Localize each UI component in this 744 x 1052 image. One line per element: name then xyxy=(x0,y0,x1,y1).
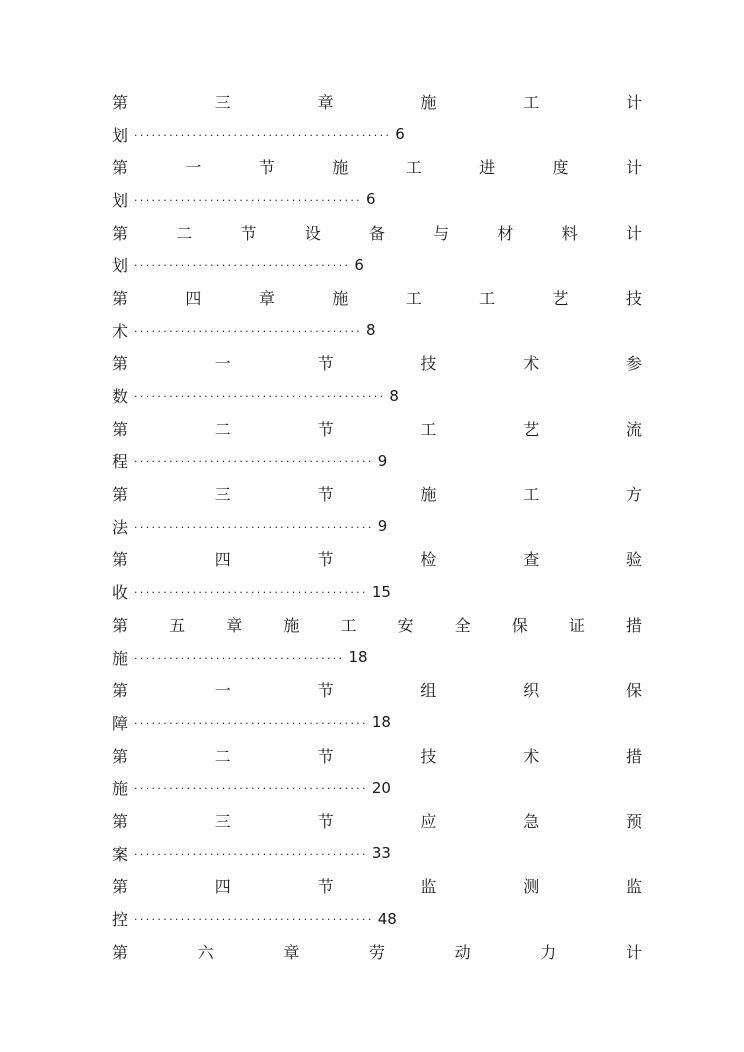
toc-heading-char: 三 xyxy=(214,92,231,112)
page-number: 18 xyxy=(348,648,368,667)
toc-heading-line xyxy=(112,935,642,968)
toc-heading-char: 工 xyxy=(405,288,422,308)
toc-tail-char: 术 xyxy=(112,321,129,341)
toc-heading-char: 监 xyxy=(625,877,642,897)
dot-leader: ···································· xyxy=(134,651,345,665)
toc-heading-char: 安 xyxy=(397,615,414,635)
toc-heading-char: 动 xyxy=(454,942,471,962)
toc-heading-char: 流 xyxy=(625,419,642,439)
toc-heading-char: 施 xyxy=(332,158,349,178)
toc-heading-char: 章 xyxy=(258,288,275,308)
toc-heading-char: 证 xyxy=(568,615,585,635)
toc-heading-char: 节 xyxy=(317,485,334,505)
toc-heading-char: 技 xyxy=(420,746,437,766)
toc-heading-char: 工 xyxy=(405,158,422,178)
toc-entry-tail[interactable] xyxy=(112,314,642,347)
toc-entry-tail[interactable] xyxy=(112,771,642,804)
toc-heading-char: 计 xyxy=(625,158,642,178)
toc-entry-tail[interactable] xyxy=(112,379,642,412)
toc-heading-char: 六 xyxy=(197,942,214,962)
toc-heading-char: 一 xyxy=(214,681,231,701)
toc-heading-line xyxy=(112,804,642,837)
toc-heading-char: 第 xyxy=(112,681,129,701)
toc-tail-char: 施 xyxy=(112,648,129,668)
toc-heading-char: 计 xyxy=(625,92,642,112)
toc-tail-char: 数 xyxy=(112,387,129,407)
toc-heading-char: 三 xyxy=(214,485,231,505)
toc-heading-char: 五 xyxy=(169,615,186,635)
toc-heading-char: 一 xyxy=(214,354,231,374)
toc-heading-char: 保 xyxy=(625,681,642,701)
page-number: 9 xyxy=(377,517,388,536)
toc-heading-line xyxy=(112,739,642,772)
toc-heading-char: 二 xyxy=(214,746,231,766)
toc-heading-char: 节 xyxy=(317,681,334,701)
toc-heading-char: 第 xyxy=(112,746,129,766)
toc-heading-char: 节 xyxy=(317,877,334,897)
toc-heading-line xyxy=(112,477,642,510)
toc-heading-char: 验 xyxy=(625,550,642,570)
toc-heading-char: 第 xyxy=(112,419,129,439)
page-number: 9 xyxy=(377,451,388,470)
table-of-contents xyxy=(112,85,642,968)
toc-entry-tail[interactable] xyxy=(112,118,642,151)
toc-tail-char: 法 xyxy=(112,517,129,537)
toc-heading-char: 力 xyxy=(540,942,557,962)
dot-leader: ········································ xyxy=(134,716,368,730)
toc-heading-char: 节 xyxy=(317,550,334,570)
page-number: 20 xyxy=(371,778,391,797)
page-number: 8 xyxy=(366,321,376,340)
toc-heading-char: 第 xyxy=(112,485,129,505)
toc-heading-char: 第 xyxy=(112,288,129,308)
toc-entry-tail[interactable] xyxy=(112,445,642,478)
toc-heading-char: 节 xyxy=(317,419,334,439)
toc-heading-char: 工 xyxy=(523,485,540,505)
toc-entry-tail[interactable] xyxy=(112,837,642,870)
toc-heading-char: 施 xyxy=(332,288,349,308)
toc-heading-char: 第 xyxy=(112,550,129,570)
toc-heading-char: 术 xyxy=(523,354,540,374)
toc-heading-char: 第 xyxy=(112,811,129,831)
toc-heading-char: 第 xyxy=(112,92,129,112)
toc-heading-char: 进 xyxy=(479,158,496,178)
toc-heading-char: 第 xyxy=(112,877,129,897)
toc-heading-char: 第 xyxy=(112,354,129,374)
toc-heading-char: 技 xyxy=(625,288,642,308)
toc-heading-char: 参 xyxy=(625,354,642,374)
toc-heading-char: 设 xyxy=(304,223,321,243)
toc-heading-char: 术 xyxy=(523,746,540,766)
dot-leader: ······································· xyxy=(134,324,363,338)
toc-heading-char: 节 xyxy=(240,223,257,243)
dot-leader: ····································· xyxy=(134,259,351,273)
toc-heading-char: 四 xyxy=(214,877,231,897)
dot-leader: ········································· xyxy=(134,455,374,469)
toc-tail-char: 划 xyxy=(112,256,129,276)
dot-leader: ········································ xyxy=(134,586,368,600)
toc-heading-char: 第 xyxy=(112,615,129,635)
toc-tail-char: 施 xyxy=(112,779,129,799)
toc-heading-char: 劳 xyxy=(368,942,385,962)
toc-entry-tail[interactable] xyxy=(112,575,642,608)
page-number: 8 xyxy=(389,386,399,405)
toc-heading-char: 章 xyxy=(317,92,334,112)
dot-leader: ········································· xyxy=(134,913,374,927)
toc-heading-char: 艺 xyxy=(523,419,540,439)
toc-heading-line xyxy=(112,85,642,118)
toc-heading-char: 措 xyxy=(625,615,642,635)
toc-heading-char: 节 xyxy=(258,158,275,178)
toc-tail-char: 障 xyxy=(112,713,129,733)
toc-heading-line xyxy=(112,216,642,249)
toc-tail-char: 程 xyxy=(112,452,129,472)
toc-heading-line xyxy=(112,608,642,641)
toc-heading-char: 节 xyxy=(317,746,334,766)
toc-heading-char: 艺 xyxy=(552,288,569,308)
toc-heading-char: 三 xyxy=(214,811,231,831)
toc-tail-char: 划 xyxy=(112,190,129,210)
toc-heading-char: 节 xyxy=(317,811,334,831)
toc-entry-tail[interactable] xyxy=(112,183,642,216)
dot-leader: ··········································· xyxy=(134,390,386,404)
toc-heading-char: 检 xyxy=(420,550,437,570)
toc-heading-char: 章 xyxy=(283,942,300,962)
toc-heading-char: 测 xyxy=(523,877,540,897)
toc-heading-char: 措 xyxy=(625,746,642,766)
toc-heading-char: 章 xyxy=(226,615,243,635)
toc-tail-char: 控 xyxy=(112,910,129,930)
toc-heading-char: 工 xyxy=(479,288,496,308)
toc-heading-char: 第 xyxy=(112,223,129,243)
toc-heading-line xyxy=(112,673,642,706)
toc-heading-char: 工 xyxy=(523,92,540,112)
page-number: 15 xyxy=(371,582,391,601)
toc-tail-char: 划 xyxy=(112,125,129,145)
toc-heading-char: 二 xyxy=(214,419,231,439)
toc-heading-char: 施 xyxy=(420,92,437,112)
toc-heading-line xyxy=(112,281,642,314)
dot-leader: ············································ xyxy=(134,128,392,142)
toc-entry-tail[interactable] xyxy=(112,641,642,674)
toc-heading-char: 查 xyxy=(523,550,540,570)
toc-entry-tail[interactable] xyxy=(112,902,642,935)
page-number: 6 xyxy=(366,190,376,209)
toc-heading-char: 全 xyxy=(454,615,471,635)
toc-tail-char: 收 xyxy=(112,583,129,603)
toc-entry-tail[interactable] xyxy=(112,706,642,739)
toc-heading-char: 与 xyxy=(433,223,450,243)
toc-heading-char: 材 xyxy=(497,223,514,243)
page-number: 33 xyxy=(371,844,391,863)
toc-heading-char: 节 xyxy=(317,354,334,374)
toc-heading-char: 技 xyxy=(420,354,437,374)
toc-entry-tail[interactable] xyxy=(112,510,642,543)
toc-heading-char: 一 xyxy=(185,158,202,178)
page-number: 6 xyxy=(395,125,405,144)
toc-heading-char: 监 xyxy=(420,877,437,897)
dot-leader: ······································· xyxy=(134,193,363,207)
toc-heading-char: 应 xyxy=(420,811,437,831)
toc-heading-char: 组 xyxy=(420,681,437,701)
toc-heading-char: 施 xyxy=(420,485,437,505)
toc-heading-char: 织 xyxy=(523,681,540,701)
toc-heading-line xyxy=(112,412,642,445)
page-number: 6 xyxy=(354,255,364,274)
toc-heading-char: 第 xyxy=(112,158,129,178)
toc-heading-char: 四 xyxy=(214,550,231,570)
toc-heading-char: 保 xyxy=(511,615,528,635)
dot-leader: ········································ xyxy=(134,782,368,796)
dot-leader: ········································· xyxy=(134,520,374,534)
toc-tail-char: 案 xyxy=(112,844,129,864)
toc-heading-char: 急 xyxy=(523,811,540,831)
toc-heading-char: 方 xyxy=(625,485,642,505)
toc-heading-char: 度 xyxy=(552,158,569,178)
toc-heading-line xyxy=(112,150,642,183)
toc-heading-char: 计 xyxy=(625,942,642,962)
toc-heading-char: 四 xyxy=(185,288,202,308)
toc-heading-char: 工 xyxy=(420,419,437,439)
toc-heading-char: 计 xyxy=(625,223,642,243)
toc-heading-char: 第 xyxy=(112,942,129,962)
toc-heading-char: 预 xyxy=(625,811,642,831)
toc-entry-tail[interactable] xyxy=(112,248,642,281)
page-number: 18 xyxy=(371,713,391,732)
toc-heading-line xyxy=(112,347,642,380)
toc-heading-line xyxy=(112,870,642,903)
toc-heading-char: 施 xyxy=(283,615,300,635)
toc-heading-char: 料 xyxy=(561,223,578,243)
toc-heading-char: 工 xyxy=(340,615,357,635)
toc-heading-char: 二 xyxy=(176,223,193,243)
dot-leader: ········································ xyxy=(134,847,368,861)
toc-heading-char: 备 xyxy=(368,223,385,243)
page-number: 48 xyxy=(377,909,397,928)
toc-heading-line xyxy=(112,543,642,576)
